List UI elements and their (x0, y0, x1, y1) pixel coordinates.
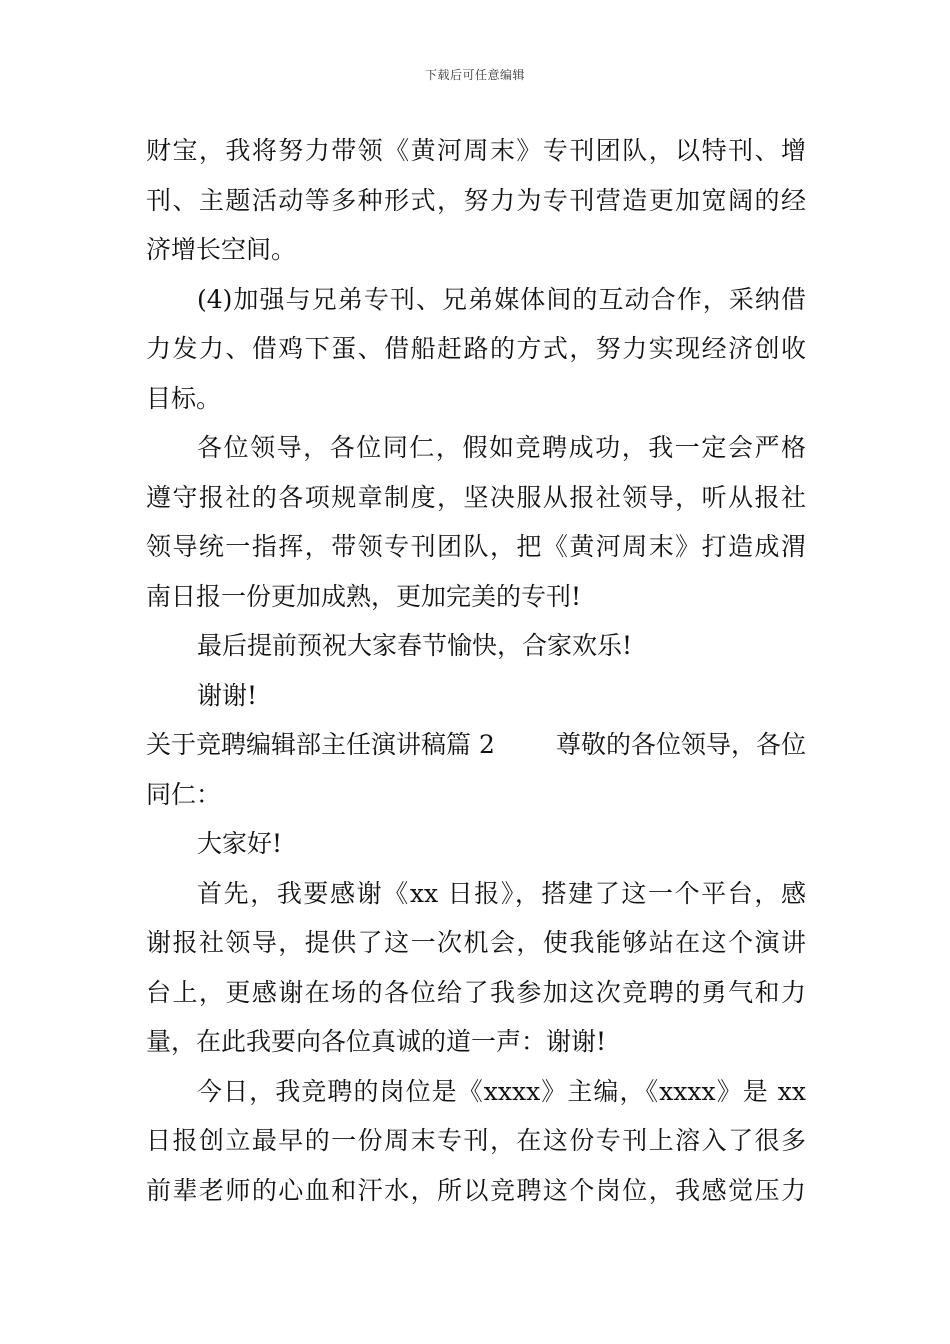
text-line: 日报创立最早的一份周末专刊，在这份专刊上溶入了很多 (146, 1126, 806, 1155)
text-line: 今日，我竞聘的岗位是《xxxx》主编，《xxxx》是 xx (197, 1076, 806, 1106)
text-line: 大家好! (197, 829, 283, 858)
text-line: 谢报社领导，提供了这一次机会，使我能够站在这个演讲 (146, 928, 806, 957)
document-body (146, 126, 806, 1215)
text-line: 首先，我要感谢《xx 日报》，搭建了这一个平台，感 (197, 878, 806, 908)
text-line: 刊、主题活动等多种形式，努力为专刊营造更加宽阔的经 (146, 185, 806, 215)
page-header: 下载后可任意编辑 (424, 68, 525, 82)
text-line: 谢谢! (197, 680, 258, 710)
text-line: 前辈老师的心血和汗水，所以竞聘这个岗位，我感觉压力 (146, 1175, 806, 1205)
text-line: 目标。 (146, 383, 222, 413)
text-line: 量，在此我要向各位真诚的道一声：谢谢! (146, 1027, 607, 1056)
text-line: 财宝，我将努力带领《黄河周末》专刊团队，以特刊、增 (146, 136, 806, 165)
section-title: 关于竞聘编辑部主任演讲稿篇 2 (146, 730, 495, 759)
text-line: 台上，更感谢在场的各位给了我参加这次竞聘的勇气和力 (146, 977, 806, 1007)
text-line: 力发力、借鸡下蛋、借船赶路的方式，努力实现经济创收 (146, 334, 806, 363)
text-line: (4)加强与兄弟专刊、兄弟媒体间的互动合作，采纳借 (197, 284, 806, 314)
text-line: 各位领导，各位同仁，假如竞聘成功，我一定会严格 (197, 433, 806, 462)
text-line: 最后提前预祝大家春节愉快，合家欢乐! (197, 631, 633, 660)
text-line: 南日报一份更加成熟，更加完美的专刊! (146, 581, 582, 611)
salutation: 尊敬的各位领导，各位 (555, 730, 806, 759)
section-heading-line (146, 720, 806, 770)
text-line: 济增长空间。 (146, 235, 297, 264)
text-line: 同仁： (146, 779, 222, 809)
text-line: 遵守报社的各项规章制度，坚决服从报社领导，听从报社 (146, 482, 806, 512)
text-line: 领导统一指挥，带领专刊团队，把《黄河周末》打造成渭 (146, 532, 806, 561)
